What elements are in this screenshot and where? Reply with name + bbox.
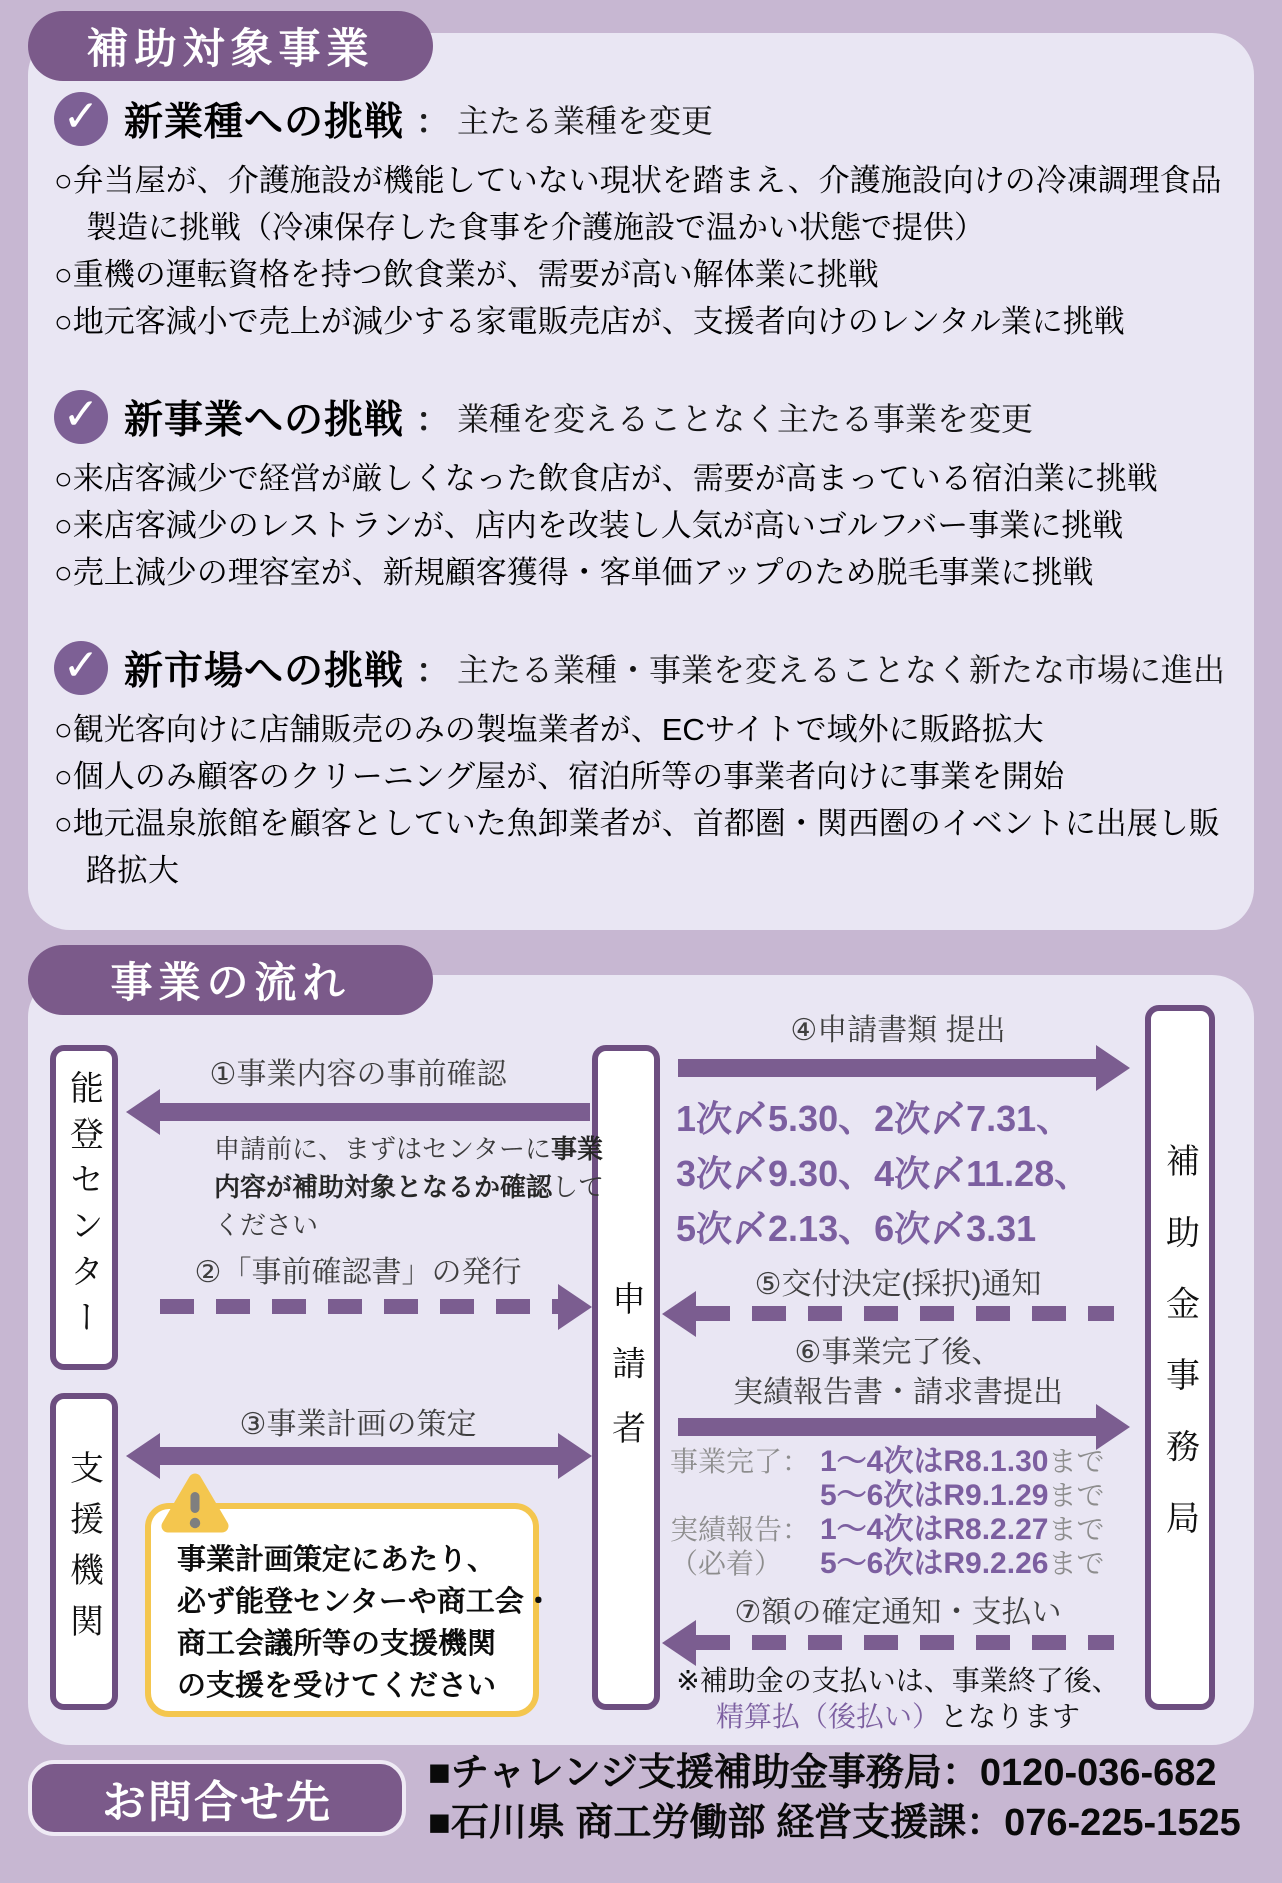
deadline-line: 1次〆5.30、2次〆7.31、 (676, 1098, 1073, 1139)
deadline-line: 3次〆9.30、4次〆11.28、 (676, 1153, 1091, 1194)
actor-subsidy-office: 補助金事務局 (1145, 1005, 1215, 1710)
step1-note-pre: 申請前に、まずはセンターに (214, 1134, 551, 1164)
payment-note (638, 1663, 1158, 1735)
category-description: 主たる業種を変更 (457, 103, 714, 139)
flow-section-title-pill (28, 945, 433, 1015)
schedule-label: （必着） (670, 1548, 783, 1579)
contact-title-pill (28, 1760, 406, 1836)
schedule-row (670, 1445, 1104, 1479)
check-icon: ✓ (54, 390, 108, 444)
category-group-new-market (54, 640, 1228, 894)
arrow-step6-right-icon (678, 1418, 1096, 1436)
section-process-flow (28, 959, 1254, 1745)
step1-note (214, 1130, 616, 1244)
example-item: ○来店客減少のレストランが、店内を改装し人気が高いゴルフバー事業に挑戦 (54, 508, 1124, 543)
step3-label: ③事業計画の策定 (239, 1408, 477, 1441)
warning-line: 商工会議所等の支援機関 (177, 1628, 497, 1660)
step6-label-line1: ⑥事業完了後、 (794, 1336, 1002, 1369)
schedule-label: 実績報告： (670, 1514, 811, 1545)
example-item: ○重機の運転資格を持つ飲食業が、需要が高い解体業に挑戦 (54, 257, 879, 292)
arrow-step5-dashed-left-icon (696, 1306, 1114, 1321)
warning-line: の支援を受けてください (177, 1670, 497, 1702)
step6-label (668, 1333, 1128, 1413)
payment-note-line2 (638, 1699, 1158, 1735)
payment-note-line1: ※補助金の支払いは、事業終了後、 (676, 1665, 1120, 1696)
category-heading (54, 91, 1228, 147)
category-colon: ： (416, 651, 450, 689)
example-item: ○地元温泉旅館を顧客としていた魚卸業者が、首都圏・関西圏のイベントに出展し販路拡大 (54, 806, 1220, 888)
step4-label: ④申請書類 提出 (790, 1014, 1006, 1047)
schedule-suffix: まで (1048, 1548, 1105, 1579)
category-description: 業種を変えることなく主たる事業を変更 (457, 401, 1034, 437)
contact-title: お問合せ先 (102, 1777, 332, 1827)
flyer-page (0, 25, 1282, 1850)
warning-line: 必ず能登センターや商工会・ (177, 1586, 553, 1618)
category-colon: ： (416, 400, 450, 438)
category-heading (54, 640, 1228, 696)
arrow-step4-right-icon (678, 1059, 1096, 1077)
schedule-row (670, 1547, 1104, 1581)
schedule-row (670, 1479, 1104, 1513)
schedule-row (670, 1513, 1104, 1547)
actor-support-organization: 支援機関 (50, 1393, 118, 1710)
contact-line-office: ■チャレンジ支援補助金事務局：0120-036-682 (428, 1751, 1217, 1794)
eligible-section-title: 補助対象事業 (86, 25, 375, 72)
category-title: 新事業への挑戦 (124, 399, 405, 442)
step1-note-bold: 事業内容が補助対象となるか確認 (214, 1134, 603, 1202)
schedule-suffix: まで (1048, 1514, 1105, 1545)
section-eligible-projects (28, 25, 1254, 930)
eligible-section-title-pill (28, 11, 433, 81)
contact-section (0, 1745, 1282, 1850)
schedule-date: 5〜6次はR9.1.29 (820, 1479, 1049, 1512)
category-title: 新市場への挑戦 (124, 650, 405, 693)
eligible-content (28, 33, 1254, 894)
example-item: ○売上減少の理容室が、新規顧客獲得・客単価アップのため脱毛事業に挑戦 (54, 555, 1094, 590)
step1-label: ①事業内容の事前確認 (209, 1058, 507, 1091)
schedule-date: 1〜4次はR8.1.30 (820, 1445, 1049, 1478)
example-item: ○弁当屋が、介護施設が機能していない現状を踏まえ、介護施設向けの冷凍調理食品製造に挑戦（冷凍保存した食事を介護施設で温かい状態で提供） (54, 163, 1222, 245)
actor-applicant: 申請者 (592, 1045, 660, 1710)
category-title: 新業種への挑戦 (124, 101, 405, 144)
example-item: ○個人のみ顧客のクリーニング屋が、宿泊所等の事業者向けに事業を開始 (54, 759, 1065, 794)
arrow-step2-dashed-right-icon (160, 1299, 558, 1314)
schedule-suffix: まで (1048, 1480, 1105, 1511)
warning-icon (161, 1471, 229, 1537)
arrow-step1-left-icon (160, 1103, 590, 1121)
payment-note-purple: 精算払（後払い） (715, 1701, 940, 1732)
schedule-label: 事業完了： (670, 1446, 811, 1477)
warning-line: 事業計画策定にあたり、 (177, 1544, 497, 1576)
payment-note-suffix: となります (940, 1701, 1081, 1732)
step6-label-line2: 実績報告書・請求書提出 (733, 1376, 1063, 1409)
flow-section-title: 事業の流れ (110, 959, 351, 1006)
contact-line-prefecture: ■石川県 商工労働部 経営支援課：076-225-1525 (428, 1801, 1241, 1844)
category-colon: ： (416, 102, 450, 140)
check-icon: ✓ (54, 641, 108, 695)
contact-lines (428, 1748, 1241, 1848)
example-item: ○来店客減少で経営が厳しくなった飲食店が、需要が高まっている宿泊業に挑戦 (54, 461, 1158, 496)
step7-label: ⑦額の確定通知・支払い (734, 1596, 1062, 1629)
arrow-step7-dashed-left-icon (696, 1635, 1114, 1650)
deadline-line: 5次〆2.13、6次〆3.31 (676, 1208, 1037, 1249)
schedule-date: 1〜4次はR8.2.27 (820, 1513, 1049, 1546)
flow-diagram (28, 975, 1254, 1745)
step2-label: ②「事前確認書」の発行 (194, 1256, 522, 1289)
arrow-step3-double-icon (160, 1447, 558, 1465)
step5-label: ⑤交付決定(採択)通知 (754, 1268, 1042, 1301)
example-item: ○地元客減小で売上が減少する家電販売店が、支援者向けのレンタル業に挑戦 (54, 304, 1125, 339)
schedule-suffix: まで (1048, 1446, 1105, 1477)
application-deadlines (676, 1091, 1090, 1256)
completion-schedule (670, 1445, 1104, 1581)
category-group-new-industry (54, 91, 1228, 345)
category-description: 主たる業種・事業を変えることなく新たな市場に進出 (457, 652, 1226, 688)
schedule-date: 5〜6次はR9.2.26 (820, 1547, 1049, 1580)
example-item: ○観光客向けに店舗販売のみの製塩業者が、ECサイトで域外に販路拡大 (54, 712, 1044, 747)
step1-note-post: してください (214, 1172, 605, 1240)
category-group-new-business (54, 389, 1228, 596)
category-heading (54, 389, 1228, 445)
actor-noto-center: 能登センター (50, 1045, 118, 1370)
check-icon: ✓ (54, 92, 108, 146)
